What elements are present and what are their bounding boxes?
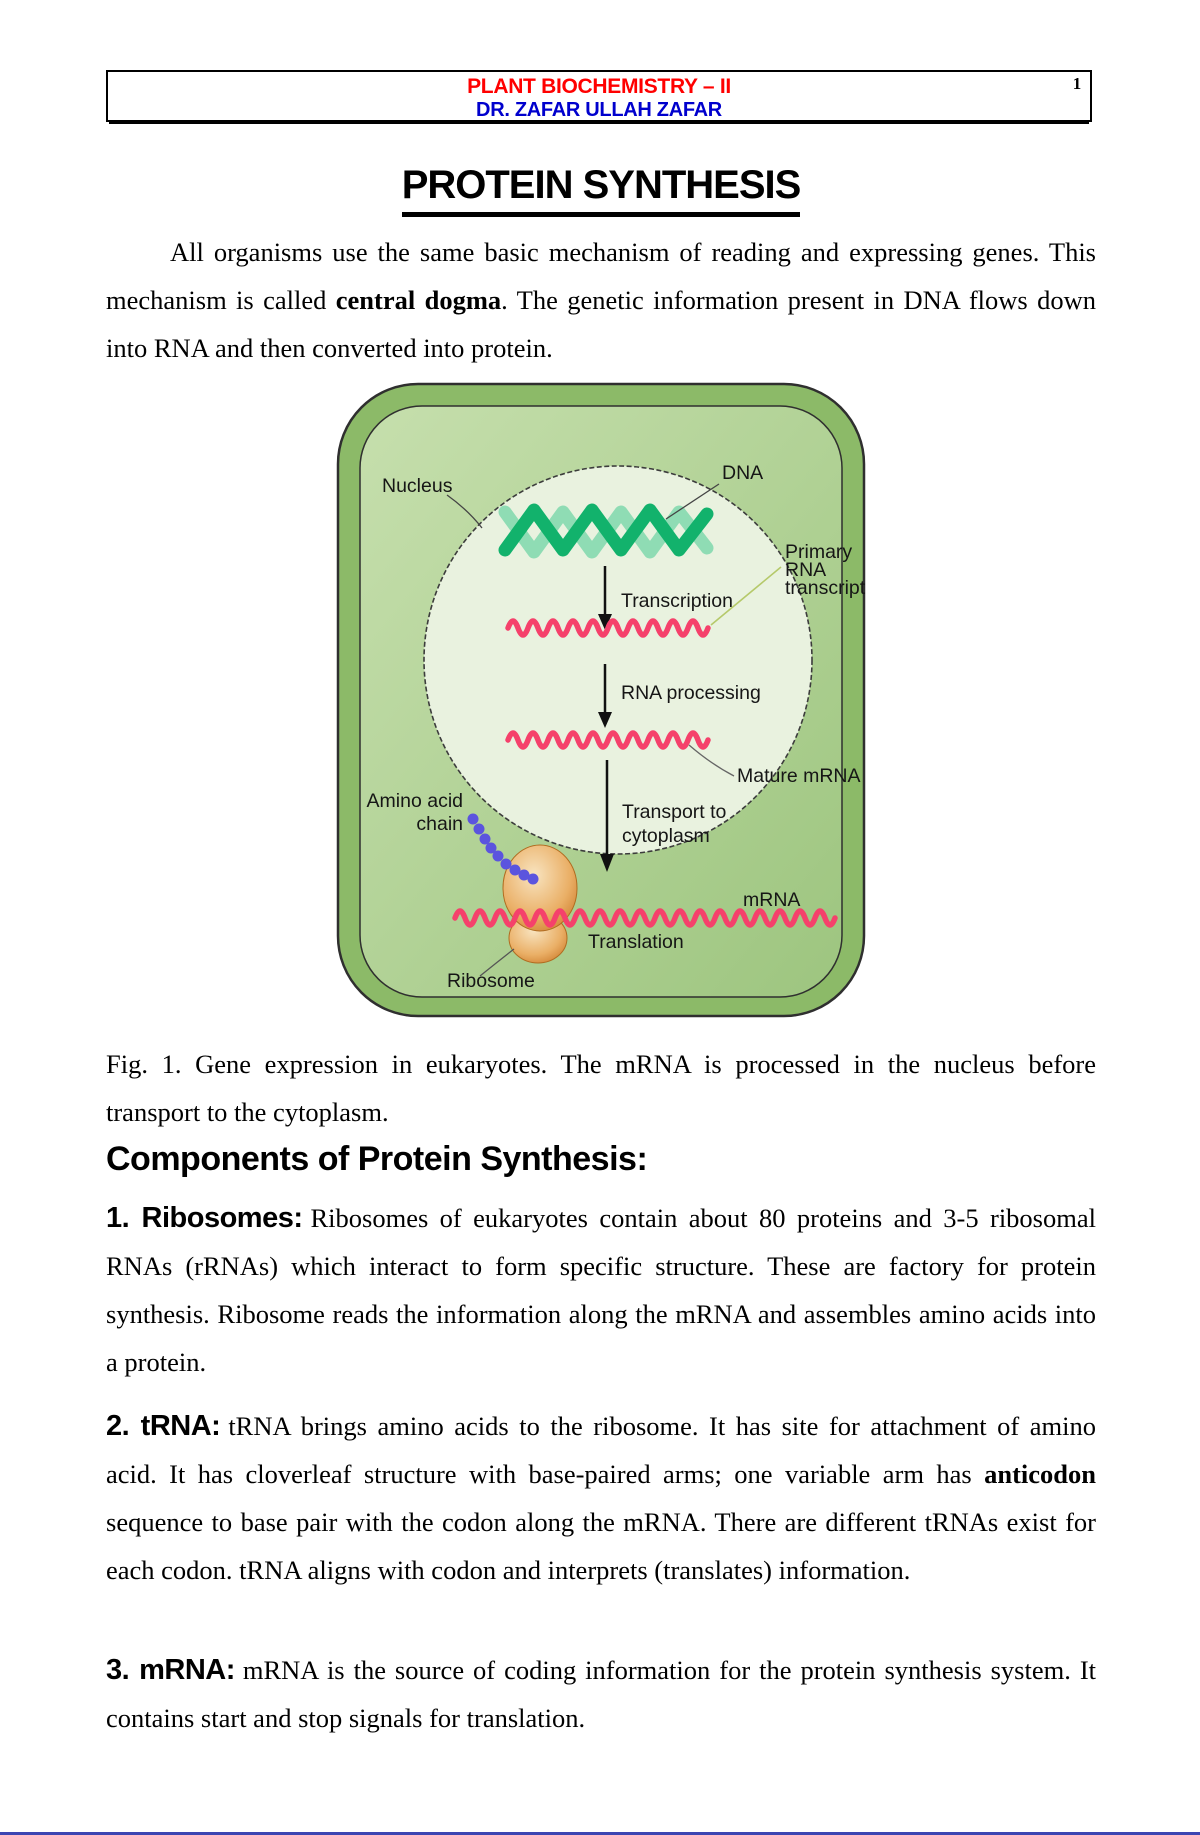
mature-mrna-label: Mature mRNA — [737, 765, 861, 787]
amino-acid-bead — [468, 814, 479, 825]
item-term: Ribosomes: — [141, 1202, 303, 1234]
intro-text-post: . The genetic information present in DNA flows down into RNA and then converted into protein. — [106, 285, 1096, 363]
primary-transcript-wave — [508, 621, 708, 635]
intro-text-pre: All organisms use the same basic mechanism of reading and expressing genes. This mechanism is called — [106, 237, 1096, 315]
header-box — [106, 70, 1092, 122]
figure-gene-expression — [330, 378, 890, 1023]
list-item-trna — [106, 1402, 1096, 1594]
item-term: mRNA: — [139, 1654, 235, 1686]
translation-label: Translation — [588, 931, 684, 953]
mature-mrna-wave — [508, 733, 708, 747]
nucleus-label: Nucleus — [382, 475, 453, 497]
item-bold-term: anticodon — [984, 1459, 1096, 1489]
course-title: PLANT BIOCHEMISTRY – II — [467, 75, 731, 98]
transport-label-line1: Transport to — [622, 801, 727, 823]
item-label — [106, 1202, 311, 1234]
dna-label: DNA — [722, 462, 764, 484]
figure-caption: Fig. 1. Gene expression in eukaryotes. The mRNA is processed in the nucleus before transport to the cytoplasm. — [106, 1049, 1096, 1127]
transcription-label: Transcription — [621, 590, 733, 612]
item-label — [106, 1410, 228, 1442]
item-number: 1. — [106, 1202, 130, 1234]
primary-transcript-label-line1: Primary — [785, 541, 853, 563]
transport-label-line2: cytoplasm — [622, 825, 710, 847]
primary-transcript-label-line2: RNA — [785, 559, 827, 581]
page-title-text: PROTEIN SYNTHESIS — [402, 163, 801, 217]
amino-acid-bead — [480, 834, 491, 845]
list-item-ribosomes — [106, 1194, 1096, 1386]
ribosome-label: Ribosome — [447, 970, 535, 992]
amino-acid-bead — [493, 851, 504, 862]
item-text-pre: tRNA brings amino acids to the ribosome. It has site for attachment of amino acid. It has cloverleaf structure with base-paired arms; one variable arm has — [106, 1411, 1096, 1489]
page-number: 1 — [1072, 74, 1081, 93]
amino-acid-bead — [501, 859, 512, 870]
intro-bold-term: central dogma — [335, 285, 502, 315]
item-label — [106, 1654, 243, 1686]
amino-acid-label-line1: Amino acid — [366, 790, 463, 812]
item-text-pre: mRNA is the source of coding information for the protein synthesis system. It contains start and stop signals for translation. — [106, 1655, 1097, 1733]
item-number: 3. — [106, 1654, 130, 1686]
page-title — [106, 163, 1096, 217]
amino-acid-bead — [528, 874, 539, 885]
item-number: 2. — [106, 1410, 130, 1442]
list-item-mrna — [106, 1646, 1096, 1742]
intro-paragraph — [106, 228, 1096, 372]
author-name: DR. ZAFAR ULLAH ZAFAR — [476, 99, 722, 121]
item-text-pre: Ribosomes of eukaryotes contain about 80 proteins and 3-5 ribosomal RNAs (rRNAs) which interact to form specific structure. These are factory for protein synthesis. Ribosome reads the information along the mRNA and assembles amino acids into a protein. — [106, 1203, 1096, 1377]
amino-acid-bead — [474, 824, 485, 835]
primary-transcript-label-line3: transcript — [785, 577, 866, 599]
mrna-label: mRNA — [743, 889, 801, 911]
rna-processing-label: RNA processing — [621, 682, 761, 704]
section-heading: Components of Protein Synthesis: — [106, 1140, 648, 1178]
amino-acid-label-line2: chain — [416, 813, 463, 835]
item-text-post: sequence to base pair with the codon along the mRNA. There are different tRNAs exist for each codon. tRNA aligns with codon and interprets (translates) information. — [106, 1507, 1096, 1585]
item-term: tRNA: — [140, 1410, 221, 1442]
